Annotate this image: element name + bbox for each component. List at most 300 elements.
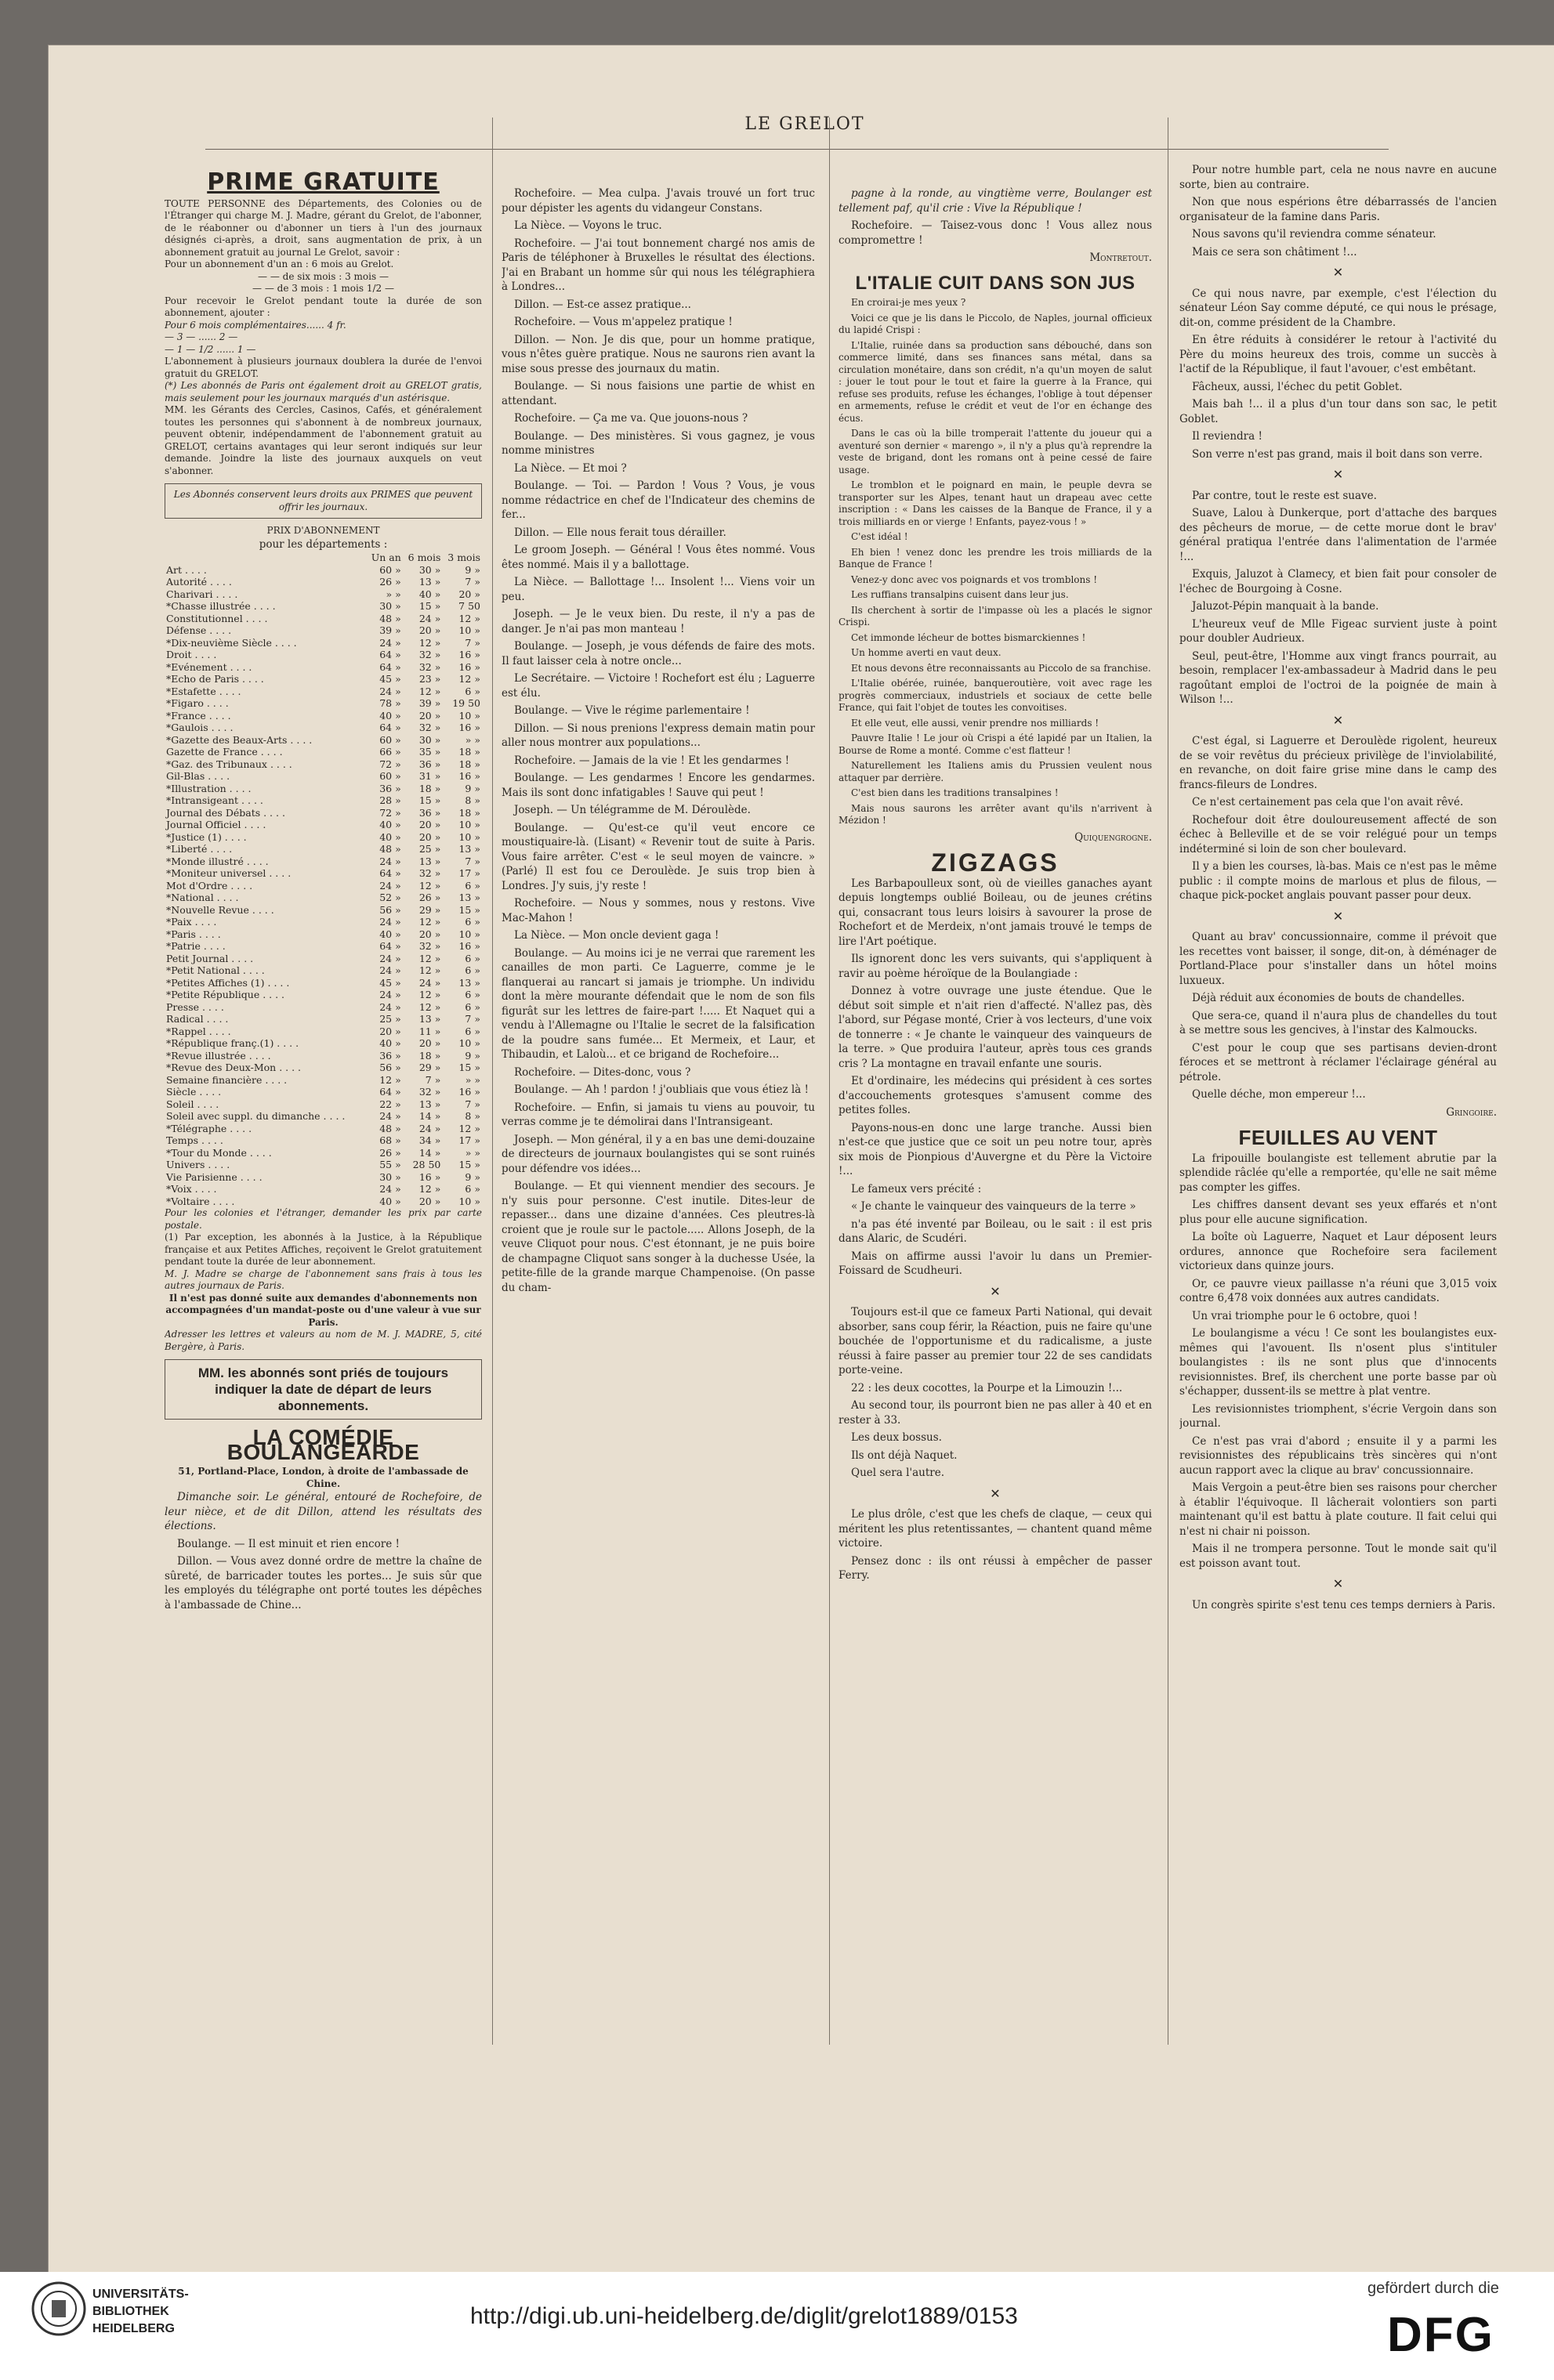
table-cell: *Evénement . . . . bbox=[166, 660, 252, 673]
comedie-line: Boulange. — Il est minuit et rien encore ! bbox=[177, 1537, 400, 1550]
table-cell: 12 » bbox=[418, 685, 441, 697]
table-cell: 12 » bbox=[458, 612, 480, 624]
table-cell: 24 » bbox=[379, 1110, 401, 1122]
feuilles-article bbox=[1179, 1152, 1497, 1613]
prime-add2: — 3 — ...... 2 — bbox=[165, 331, 238, 342]
table-cell: 13 » bbox=[418, 855, 441, 867]
table-cell: 28 50 bbox=[412, 1159, 441, 1170]
prime-intro: TOUTE PERSONNE des Départements, des Colonies ou de l'Étranger qui charge M. J. Madre, gérant du Grelot, de l'abonner, de le réabonner ou d'abonner un tiers à l'un des journaux désignés ci-après, a droit, sans augmentation de prix, à un abonnement gratuit au journal Le Grelot, savoir : bbox=[165, 197, 482, 258]
table-cell: *Dix-neuvième Siècle . . . . bbox=[166, 636, 297, 649]
table-cell: 40 » bbox=[379, 830, 401, 843]
prime-gerants: MM. les Gérants des Cercles, Casinos, Cafés, et généralement toutes les personnes qui s'abonnent à de nombreux journaux, peuvent obtenir, indépendamment de l'abonnement gratuit au GRELOT, certains avantages qui leur seront indiqués sur leur demande. Joindre la liste des journaux auxquels on veut s'abonner. bbox=[165, 404, 482, 476]
chronique-article bbox=[1179, 163, 1497, 1102]
prime-sub2: — — de six mois : 3 mois — bbox=[258, 270, 389, 282]
paragraph: Pauvre Italie ! Le jour où Crispi a été lapidé par un Italien, la Bourse de Rome a monté. Comme c'est flatteur ! bbox=[839, 732, 1152, 756]
separator-icon: ✕ bbox=[1332, 265, 1344, 280]
prime-multi: L'abonnement à plusieurs journaux doublera la durée de l'envoi gratuit du GRELOT. bbox=[165, 356, 482, 379]
paragraph: Et d'ordinaire, les médecins qui président à ces sortes d'accouchements grotesques s'amusent comme des petites folles. bbox=[839, 1075, 1152, 1116]
table-cell: 18 » bbox=[458, 746, 480, 758]
paragraph: Rochefoire. — Vous m'appelez pratique ! bbox=[514, 316, 733, 328]
prime-add1: Pour 6 mois complémentaires...... 4 fr. bbox=[165, 319, 346, 331]
table-cell: 48 » bbox=[379, 612, 401, 624]
table-cell: *National . . . . bbox=[166, 892, 239, 903]
table-cell: 18 » bbox=[458, 758, 480, 770]
paragraph: Pensez donc : ils ont réussi à empêcher de passer Ferry. bbox=[839, 1554, 1152, 1582]
journal-title: LE GRELOT bbox=[744, 114, 865, 134]
paragraph: Rochefoire. — Dites-donc, vous ? bbox=[514, 1065, 691, 1079]
paragraph: Ils cherchent à sortir de l'impasse où les a placés le signor Crispi. bbox=[839, 604, 1152, 628]
signature: Montretout. bbox=[1089, 251, 1152, 264]
paragraph: Mais il ne trompera personne. Tout le monde sait qu'il est poisson avant tout. bbox=[1179, 1543, 1497, 1570]
source-url-link[interactable]: http://digi.ub.uni-heidelberg.de/diglit/grelot1889/0153 bbox=[470, 2303, 1018, 2329]
paragraph: Dans le cas où la bille tromperait l'attente du joueur qui a aventuré son dernier « marengo », il n'y a plus qu'à reprendre la veste de brigand, dont les romans ont à peine cessé de faire usage. bbox=[839, 428, 1152, 476]
table-cell: 64 » bbox=[379, 1086, 401, 1098]
table-cell: 40 » bbox=[379, 1195, 401, 1207]
table-cell: 29 » bbox=[418, 1062, 441, 1073]
table-row bbox=[165, 722, 482, 734]
paragraph: Suave, Lalou à Dunkerque, port d'attache des barques des pêcheurs de morue, — de cette morue dont le brav' général pratiqua l'entrée dans l'alimentation de l'armée !... bbox=[1179, 507, 1497, 563]
paragraph: n'a pas été inventé par Boileau, ou le sait : il est pris dans Alaric, de Scudéri. bbox=[839, 1217, 1152, 1245]
table-cell: *République franç.(1) . . . . bbox=[166, 1037, 299, 1049]
table-row bbox=[165, 661, 482, 674]
table-cell: Univers . . . . bbox=[166, 1159, 230, 1170]
paragraph: L'heureux veuf de Mlle Figeac survient juste à point pour doubler Audrieux. bbox=[1179, 617, 1497, 645]
table-cell: 56 » bbox=[379, 1062, 401, 1073]
table-cell: 10 » bbox=[458, 928, 480, 940]
table-row bbox=[165, 892, 482, 904]
paragraph: Mais nous saurons les arrêter avant qu'ils n'arrivent à Mézidon ! bbox=[839, 802, 1152, 826]
paragraph: Payons-nous-en donc une large tranche. Aussi bien n'est-ce que justice que ce soit un peu notre tour, après six mois de Pionpious d'Auvergne et du Père la Victoire !... bbox=[839, 1121, 1152, 1177]
column-divider bbox=[492, 118, 493, 2045]
paragraph: L'Italie, ruinée dans sa production sans débouché, dans son commerce limité, dans ses finances sans métal, dans sa circulation monétaire, dans son crédit, n'a qu'un moyen de salut : jouer le tout pour le tout et faire la guerre à la France, qui refuse ses produits, refuse les échanges, l'oblige à tout dépenser en armements, refuse le crédit et veut de l'or en échange des écus. bbox=[839, 339, 1152, 424]
separator-icon: ✕ bbox=[990, 1283, 1001, 1299]
paragraph: Il y a bien les courses, là-bas. Mais ce n'est pas le même public : il compte moins de marlous et plus de filous, — chaque pick-pocket anglais pouvant passer pour deux. bbox=[1179, 860, 1497, 902]
table-cell: 12 » bbox=[458, 673, 480, 685]
table-cell: 24 » bbox=[379, 855, 401, 867]
table-row bbox=[165, 1195, 482, 1208]
paragraph: Dillon. — Est-ce assez pratique... bbox=[514, 298, 691, 311]
table-cell: 6 » bbox=[465, 879, 480, 892]
table-cell: *Revue des Deux-Mon . . . . bbox=[166, 1062, 302, 1073]
paragraph: Le plus drôle, c'est que les chefs de claque, — ceux qui méritent les plus retentissantes, — chantent quand même victoire. bbox=[839, 1508, 1152, 1550]
paragraph: Voici ce que je lis dans le Piccolo, de Naples, journal officieux du lapidé Crispi : bbox=[839, 312, 1152, 335]
table-cell: 36 » bbox=[379, 1049, 401, 1062]
table-cell: Vie Parisienne . . . . bbox=[166, 1170, 263, 1183]
table-cell: *Voltaire . . . . bbox=[166, 1195, 235, 1207]
table-row bbox=[165, 855, 482, 868]
prime-add3: — 1 — 1/2 ...... 1 — bbox=[165, 343, 256, 355]
paragraph: Venez-y donc avec vos poignards et vos tromblons ! bbox=[851, 573, 1098, 585]
exception-note: (1) Par exception, les abonnés à la Justice, à la République française et aux Petites Affiches, reçoivent le Grelot gratuitement pendant toute la durée de leur abonnement. bbox=[165, 1232, 482, 1267]
paragraph: Boulange. — Ah ! pardon ! j'oubliais que vous étiez là ! bbox=[514, 1083, 809, 1096]
table-cell: 40 » bbox=[418, 588, 441, 600]
paragraph: Les ruffians transalpins cuisent dans leur jus. bbox=[851, 589, 1069, 600]
table-cell: 32 » bbox=[418, 722, 441, 733]
table-cell: 16 » bbox=[458, 770, 480, 782]
table-cell: 26 » bbox=[379, 1146, 401, 1159]
prix-title: PRIX D'ABONNEMENT bbox=[266, 525, 380, 536]
table-cell: 10 » bbox=[458, 709, 480, 722]
table-row bbox=[165, 783, 482, 795]
table-cell: 64 » bbox=[379, 660, 401, 673]
paragraph: Mais Vergoin a peut-être bien ses raisons pour chercher à établir l'équivoque. Il lâcherait volontiers son parti maintenant qu'il est battu à plate couture. Il fait celui qui n'est ni chair ni poisson. bbox=[1179, 1481, 1497, 1538]
table-cell: 64 » bbox=[379, 867, 401, 879]
table-cell: 7 » bbox=[465, 1098, 480, 1110]
table-cell: 24 » bbox=[379, 964, 401, 976]
col3-top: pagne à la ronde, au vingtième verre, Boulanger est tellement paf, qu'il crie : Vive la République ! bbox=[839, 187, 1152, 215]
table-cell: 16 » bbox=[458, 1086, 480, 1098]
university-seal-icon bbox=[31, 2281, 86, 2336]
table-cell: 7 » bbox=[465, 855, 480, 867]
table-cell: 15 » bbox=[458, 903, 480, 916]
paragraph: Quelle déche, mon empereur !... bbox=[1192, 1088, 1366, 1101]
table-cell: 24 » bbox=[379, 1000, 401, 1013]
paragraph: Rochefoire. — J'ai tout bonnement chargé nos amis de Paris de téléphoner à Bruxelles le résultat des élections. J'ai en Brabant un homme sûr qui nous les télégraphiera à Londres... bbox=[502, 237, 815, 293]
table-cell: 6 » bbox=[465, 952, 480, 964]
table-cell: 10 » bbox=[458, 1037, 480, 1049]
paragraph: Dillon. — Elle nous ferait tous dérailler. bbox=[514, 526, 726, 539]
italie-article bbox=[839, 297, 1152, 827]
table-cell: *Gaz. des Tribunaux . . . . bbox=[166, 758, 292, 770]
paragraph: Les Barbapoulleux sont, où de vieilles ganaches ayant depuis longtemps oublié Boileau, ou de jeunes crétins qui, consacrant tous leurs loisirs à savourer la prose de Rochefort et de Merdeix, n'ont jamais trouvé le temps de lire l'Art poétique. bbox=[839, 877, 1152, 948]
table-cell: 24 » bbox=[379, 989, 401, 1000]
table-cell: 64 » bbox=[379, 940, 401, 952]
paragraph: Le Secrétaire. — Victoire ! Rochefort est élu ; Laguerre est élu. bbox=[502, 672, 815, 700]
table-cell: 9 » bbox=[465, 1170, 480, 1183]
paragraph: Boulange. — Qu'est-ce qu'il veut encore ce moustiquaire-là. (Lisant) « Revenir tout de suite à Paris. Vous faire arrêter. C'est « le seul moyen de vaincre. » (Parlé) Il est fou ce Deroulède. Je suis trop bien à Londres. J'y suis, j'y reste ! bbox=[502, 821, 815, 892]
table-row bbox=[165, 880, 482, 892]
table-cell: 32 » bbox=[418, 649, 441, 660]
table-cell: *Monde illustré . . . . bbox=[166, 855, 269, 867]
paragraph: Jaluzot-Pépin manquait à la bande. bbox=[1192, 600, 1379, 613]
paragraph: Rochefoire. — Ça me va. Que jouons-nous ? bbox=[514, 412, 748, 425]
zigzags-title: ZIGZAGS bbox=[931, 848, 1060, 877]
paragraph: Le tromblon et le poignard en main, le peuple devra se transporter sur les Alpes, tenant haut un drapeau avec cette inscription : « Dans les caisses de la Banque de France, il y a trois milliards en or vierge ! Enfants, payez-vous ! » bbox=[839, 479, 1152, 527]
table-row bbox=[165, 831, 482, 844]
table-cell: 56 » bbox=[379, 903, 401, 916]
table-cell: Semaine financière . . . . bbox=[166, 1073, 288, 1086]
table-cell: 7 » bbox=[465, 636, 480, 649]
table-header-cell: Un an bbox=[371, 552, 401, 563]
table-row bbox=[165, 940, 482, 953]
table-cell: 48 » bbox=[379, 1122, 401, 1134]
table-cell: 40 » bbox=[379, 928, 401, 940]
table-row bbox=[165, 1050, 482, 1062]
paragraph: Par contre, tout le reste est suave. bbox=[1192, 489, 1377, 502]
table-cell: *Nouvelle Revue . . . . bbox=[166, 903, 274, 916]
table-cell: 32 » bbox=[418, 940, 441, 952]
table-row bbox=[165, 624, 482, 637]
notice-box: Les Abonnés conservent leurs droits aux PRIMES que peuvent offrir les journaux. bbox=[165, 483, 482, 519]
table-cell: 24 » bbox=[379, 952, 401, 964]
paragraph: Quant au brav' concussionnaire, comme il prévoit que les recettes vont baisser, il songe, dit-on, à déménager de Portland-Place pour s'installer dans un hôtel moins luxueux. bbox=[1179, 931, 1497, 987]
table-row bbox=[165, 1074, 482, 1087]
table-cell: 12 » bbox=[418, 1183, 441, 1195]
paragraph: Ce n'est certainement pas cela que l'on avait rêvé. bbox=[1192, 796, 1464, 808]
table-cell: 66 » bbox=[379, 746, 401, 758]
paragraph: Cet immonde lécheur de bottes bismarckiennes ! bbox=[851, 631, 1086, 643]
table-cell: 13 » bbox=[458, 976, 480, 989]
separator-icon: ✕ bbox=[1332, 908, 1344, 924]
table-row bbox=[165, 600, 482, 613]
table-cell: » » bbox=[386, 588, 401, 600]
paragraph: Un homme averti en vaut deux. bbox=[851, 647, 1002, 658]
table-cell: Radical . . . . bbox=[166, 1013, 229, 1025]
table-cell: 16 » bbox=[458, 722, 480, 733]
table-cell: 26 » bbox=[418, 892, 441, 903]
table-row bbox=[165, 807, 482, 819]
table-row bbox=[165, 1098, 482, 1111]
paragraph: C'est idéal ! bbox=[851, 531, 908, 542]
table-cell: 15 » bbox=[418, 600, 441, 612]
column-divider bbox=[829, 118, 830, 2045]
table-row bbox=[165, 843, 482, 855]
table-cell: 12 » bbox=[458, 1122, 480, 1134]
table-row bbox=[165, 1134, 482, 1147]
table-cell: 6 » bbox=[465, 1183, 480, 1195]
table-cell: 16 » bbox=[458, 940, 480, 952]
table-row bbox=[165, 794, 482, 807]
paragraph: Que sera-ce, quand il n'aura plus de chandelles du tout à se mettre sous les gencives, à l'instar des Kalmoucks. bbox=[1179, 1009, 1497, 1036]
table-row bbox=[165, 1001, 482, 1014]
table-cell: Petit Journal . . . . bbox=[166, 952, 254, 964]
table-cell: 45 » bbox=[379, 976, 401, 989]
table-row bbox=[165, 1183, 482, 1195]
table-cell: 9 » bbox=[465, 782, 480, 794]
paragraph: Fâcheux, aussi, l'échec du petit Goblet. bbox=[1192, 380, 1403, 393]
table-cell: 18 » bbox=[458, 806, 480, 819]
dfg-logo: DFG bbox=[1387, 2308, 1494, 2362]
paragraph: Joseph. — Je le veux bien. Du reste, il n'y a pas de danger. Je n'ai pas mon manteau ! bbox=[502, 608, 815, 635]
prime-note: (*) Les abonnés de Paris ont également droit au GRELOT gratis, mais seulement pour les journaux marqués d'un astérisque. bbox=[165, 380, 482, 403]
table-cell: 6 » bbox=[465, 1025, 480, 1037]
table-cell: 30 » bbox=[379, 600, 401, 612]
table-cell: Temps . . . . bbox=[166, 1134, 223, 1146]
paragraph: Boulange. — Si nous faisions une partie de whist en attendant. bbox=[502, 380, 815, 407]
table-cell: 13 » bbox=[418, 1013, 441, 1025]
table-cell: 11 » bbox=[418, 1025, 441, 1037]
table-cell: 16 » bbox=[458, 649, 480, 660]
table-cell: 6 » bbox=[465, 989, 480, 1000]
italie-title: L'ITALIE CUIT DANS SON JUS bbox=[855, 272, 1136, 294]
table-cell: *Paix . . . . bbox=[166, 916, 217, 928]
table-row bbox=[165, 710, 482, 722]
paragraph: L'Italie obérée, ruinée, banqueroutière, voit avec rage les progrès commerciaux, industriels et sociaux de cette belle France, qui fait l'objet de toutes les convoitises. bbox=[839, 678, 1152, 713]
paragraph: Le fameux vers précité : bbox=[851, 1182, 982, 1195]
separator-icon: ✕ bbox=[1332, 467, 1344, 482]
table-cell: *Petites Affiches (1) . . . . bbox=[166, 976, 290, 989]
header-rule bbox=[205, 149, 1389, 150]
table-cell: 10 » bbox=[458, 624, 480, 636]
paragraph: Les revisionnistes triomphent, s'écrie Vergoin dans son journal. bbox=[1179, 1402, 1497, 1430]
table-row bbox=[165, 613, 482, 625]
signature: Gringoire. bbox=[1446, 1105, 1497, 1119]
table-cell: 23 » bbox=[418, 673, 441, 685]
table-cell: 12 » bbox=[418, 1000, 441, 1013]
table-cell: *Revue illustrée . . . . bbox=[166, 1049, 271, 1062]
table-cell: 45 » bbox=[379, 673, 401, 685]
adresser-note: Adresser les lettres et valeurs au nom de M. J. MADRE, 5, cité Bergère, à Paris. bbox=[165, 1329, 482, 1352]
table-cell: 32 » bbox=[418, 867, 441, 879]
table-cell: 72 » bbox=[379, 806, 401, 819]
table-cell: 60 » bbox=[379, 563, 401, 576]
table-cell: *Télégraphe . . . . bbox=[166, 1122, 252, 1134]
table-header-cell bbox=[165, 552, 366, 564]
table-cell: Journal des Débats . . . . bbox=[166, 806, 285, 819]
paragraph: C'est bien dans les traditions transalpines ! bbox=[851, 787, 1059, 798]
table-row bbox=[165, 637, 482, 649]
table-cell: 32 » bbox=[418, 660, 441, 673]
paragraph: C'est pour le coup que ses partisans devien-dront féroces et se mettront à réclamer l'éclairage général au pétrole. bbox=[1179, 1041, 1497, 1083]
table-cell: 12 » bbox=[418, 636, 441, 649]
paragraph: Ce n'est pas vrai d'abord ; ensuite il y a parmi les revisionnistes des républicains très sincères qui n'ont aucun rapport avec la clique au brav' concussionnaire. bbox=[1179, 1434, 1497, 1477]
table-cell: 64 » bbox=[379, 722, 401, 733]
paragraph: Toujours est-il que ce fameux Parti National, qui devait absorber, sans coup férir, la Réaction, puis ne faire qu'une bouchée de l'opportunisme et du radicalisme, a juste réussi à faire passer au premier tour 22 de ses candidats porte-veine. bbox=[839, 1306, 1152, 1376]
paragraph: « Je chante le vainqueur des vainqueurs de la terre » bbox=[851, 1200, 1136, 1213]
table-cell: 20 » bbox=[418, 1195, 441, 1207]
paragraph: Un congrès spirite s'est tenu ces temps derniers à Paris. bbox=[1192, 1598, 1496, 1611]
table-row bbox=[165, 1147, 482, 1159]
table-cell: 12 » bbox=[418, 916, 441, 928]
table-cell: 20 » bbox=[418, 928, 441, 940]
table-cell: 20 » bbox=[418, 709, 441, 722]
col3-top2: Rochefoire. — Taisez-vous donc ! Vous allez nous compromettre ! bbox=[839, 219, 1152, 247]
table-cell: Droit . . . . bbox=[166, 649, 217, 660]
paragraph: Les deux bossus. bbox=[851, 1431, 942, 1444]
table-row bbox=[165, 977, 482, 989]
table-cell: *Estafette . . . . bbox=[166, 685, 241, 697]
prix-subtitle: pour les départements : bbox=[259, 537, 388, 551]
table-header-cell: 3 mois bbox=[447, 552, 480, 563]
table-cell: 8 » bbox=[465, 794, 480, 806]
table-row bbox=[165, 916, 482, 928]
table-cell: Siècle . . . . bbox=[166, 1086, 222, 1098]
table-cell: 25 » bbox=[418, 843, 441, 855]
table-cell: Constitutionnel . . . . bbox=[166, 612, 268, 624]
table-cell: 24 » bbox=[418, 612, 441, 624]
paragraph: En croirai-je mes yeux ? bbox=[851, 297, 966, 308]
paragraph: Rochefoire. — Mea culpa. J'avais trouvé un fort truc pour dépister les agents du vidangeur Constans. bbox=[502, 187, 815, 215]
table-cell: 72 » bbox=[379, 758, 401, 770]
table-row bbox=[165, 685, 482, 698]
paragraph: Et elle veut, elle aussi, venir prendre nos milliards ! bbox=[851, 717, 1099, 729]
table-row bbox=[165, 576, 482, 588]
table-row bbox=[165, 989, 482, 1001]
table-row bbox=[165, 1110, 482, 1123]
table-cell: 60 » bbox=[379, 770, 401, 782]
table-cell: 20 » bbox=[418, 624, 441, 636]
table-cell: Soleil avec suppl. du dimanche . . . . bbox=[166, 1110, 346, 1122]
paragraph: Mais ce sera son châtiment !... bbox=[1192, 245, 1357, 259]
table-cell: 12 » bbox=[418, 952, 441, 964]
paragraph: Ce qui nous navre, par exemple, c'est l'élection du sénateur Léon Say comme député, ce qui nous le présage, dit-on, comme président de la Chambre. bbox=[1179, 287, 1497, 329]
table-row bbox=[165, 1025, 482, 1038]
table-cell: 20 » bbox=[418, 830, 441, 843]
table-cell: Gil-Blas . . . . bbox=[166, 770, 230, 782]
table-cell: 29 » bbox=[418, 903, 441, 916]
table-cell: *Patrie . . . . bbox=[166, 940, 226, 952]
paragraph: Rochefoire. — Enfin, si jamais tu viens au pouvoir, tu verras comme je te démolirai dans l'Intransigeant. bbox=[502, 1101, 815, 1128]
paragraph: Ils ignorent donc les vers suivants, qui s'appliquent à ravir au poème héroïque de la Boulangiade : bbox=[839, 953, 1152, 980]
table-cell: 30 » bbox=[418, 563, 441, 576]
table-cell: 6 » bbox=[465, 685, 480, 697]
table-cell: 15 » bbox=[458, 1159, 480, 1170]
paragraph: Boulange. — Des ministères. Si vous gagnez, je vous nomme ministres bbox=[502, 429, 815, 457]
table-cell: 6 » bbox=[465, 916, 480, 928]
table-row bbox=[165, 746, 482, 758]
paragraph: Seul, peut-être, l'Homme aux vingt francs pourrait, au besoin, remplacer l'ex-ambassadeur à Madrid dans le peu ragoûtant emploi de l'octroi de la poignée de main à Wilson !... bbox=[1179, 649, 1497, 706]
table-cell: 39 » bbox=[418, 697, 441, 709]
table-cell: 32 » bbox=[418, 1086, 441, 1098]
table-cell: Presse . . . . bbox=[166, 1000, 224, 1013]
paragraph: 22 : les deux cocottes, la Pourpe et la Limouzin !... bbox=[851, 1381, 1123, 1394]
paragraph: C'est égal, si Laguerre et Deroulède rigolent, heureux de se voir revêtus du précieux privilège de l'inviolabilité, en revanche, on doit faire grise mine dans le camp des francs-fileurs de Londres. bbox=[1179, 735, 1497, 791]
table-row bbox=[165, 588, 482, 601]
column-1 bbox=[165, 171, 482, 1973]
paragraph: Ils ont déjà Naquet. bbox=[851, 1449, 958, 1462]
table-cell: Soleil . . . . bbox=[166, 1098, 219, 1110]
paragraph: Il reviendra ! bbox=[1192, 430, 1262, 443]
table-row bbox=[165, 697, 482, 710]
library-name-line: BIBLIOTHEK bbox=[92, 2305, 169, 2318]
table-cell: Gazette de France . . . . bbox=[166, 746, 283, 758]
colonies-note: Pour les colonies et l'étranger, demander les prix par carte postale. bbox=[165, 1207, 482, 1231]
table-cell: 10 » bbox=[458, 819, 480, 830]
table-row bbox=[165, 953, 482, 965]
table-cell: 16 » bbox=[458, 660, 480, 673]
table-cell: 12 » bbox=[418, 964, 441, 976]
paragraph: Nous savons qu'il reviendra comme sénateur. bbox=[1192, 228, 1436, 241]
table-cell: *Justice (1) . . . . bbox=[166, 830, 247, 843]
table-cell: 13 » bbox=[458, 892, 480, 903]
table-cell: 24 » bbox=[379, 916, 401, 928]
column-2 bbox=[502, 186, 815, 2074]
table-cell: *Chasse illustrée . . . . bbox=[166, 600, 276, 612]
paragraph: Rochefour doit être douloureusement affecté de son échec à Belleville et de se voir relégué pour un temps indéterminé si loin de son cher boulevard. bbox=[1179, 813, 1497, 855]
table-cell: 7 50 bbox=[458, 600, 480, 612]
table-cell: 28 » bbox=[379, 794, 401, 806]
table-row bbox=[165, 928, 482, 941]
paragraph: Dillon. — Si nous prenions l'express demain matin pour aller nous montrer aux populations... bbox=[502, 722, 815, 749]
table-cell: *Petit National . . . . bbox=[166, 964, 265, 976]
table-cell: 8 » bbox=[465, 1110, 480, 1122]
subscriber-notice-box: MM. les abonnés sont priés de toujours indiquer la date de départ de leurs abonnements. bbox=[165, 1359, 482, 1420]
paragraph: Donnez à votre ouvrage une juste étendue. Que le début soit simple et n'ait rien d'affecté. N'allez pas, dès l'abord, sur Pégase monté, Crier à vos lecteurs, d'une voix de tonnerre : « Je chante le vainqueur des vainqueurs de la terre. » Que produira l'auteur, après tous ces grands cris ? La montagne en travail enfante une souris. bbox=[839, 985, 1152, 1070]
separator-icon: ✕ bbox=[1332, 1576, 1344, 1591]
library-name-line: HEIDELBERG bbox=[92, 2322, 175, 2335]
paragraph: La Nièce. — Voyons le truc. bbox=[514, 219, 662, 232]
table-cell: *Liberté . . . . bbox=[166, 843, 233, 855]
paragraph: Dillon. — Non. Je dis que, pour un homme pratique, vous n'êtes guère pratique. Nous ne saurons rien avant la mise sous presse des journaux du matin. bbox=[502, 333, 815, 375]
table-cell: 6 » bbox=[465, 964, 480, 976]
table-cell: 24 » bbox=[379, 879, 401, 892]
prime-sub1: Pour un abonnement d'un an : 6 mois au Grelot. bbox=[165, 259, 394, 269]
table-cell: 40 » bbox=[379, 819, 401, 830]
table-cell: 7 » bbox=[465, 576, 480, 588]
table-cell: *Figaro . . . . bbox=[166, 697, 229, 709]
paragraph: Rochefoire. — Nous y sommes, nous y restons. Vive Mac-Mahon ! bbox=[502, 897, 815, 924]
comedie-line: Dillon. — Vous avez donné ordre de mettre la chaîne de sûreté, de barricader toutes les portes... Je suis sûr que les employés du télégraphe ont porté toutes les dépêches à l'ambassade de Chine... bbox=[165, 1555, 482, 1611]
table-cell: *Paris . . . . bbox=[166, 928, 221, 940]
paragraph: Boulange. — Vive le régime parlementaire ! bbox=[514, 704, 750, 717]
table-row bbox=[165, 1086, 482, 1098]
table-cell: » » bbox=[465, 1073, 480, 1086]
table-row bbox=[165, 904, 482, 917]
table-cell: 6 » bbox=[465, 1000, 480, 1013]
table-cell: *Rappel . . . . bbox=[166, 1025, 231, 1037]
table-cell: » » bbox=[465, 1146, 480, 1159]
paragraph: Naturellement les Italiens amis du Prussien veulent nous attaquer par derrière. bbox=[839, 760, 1152, 783]
